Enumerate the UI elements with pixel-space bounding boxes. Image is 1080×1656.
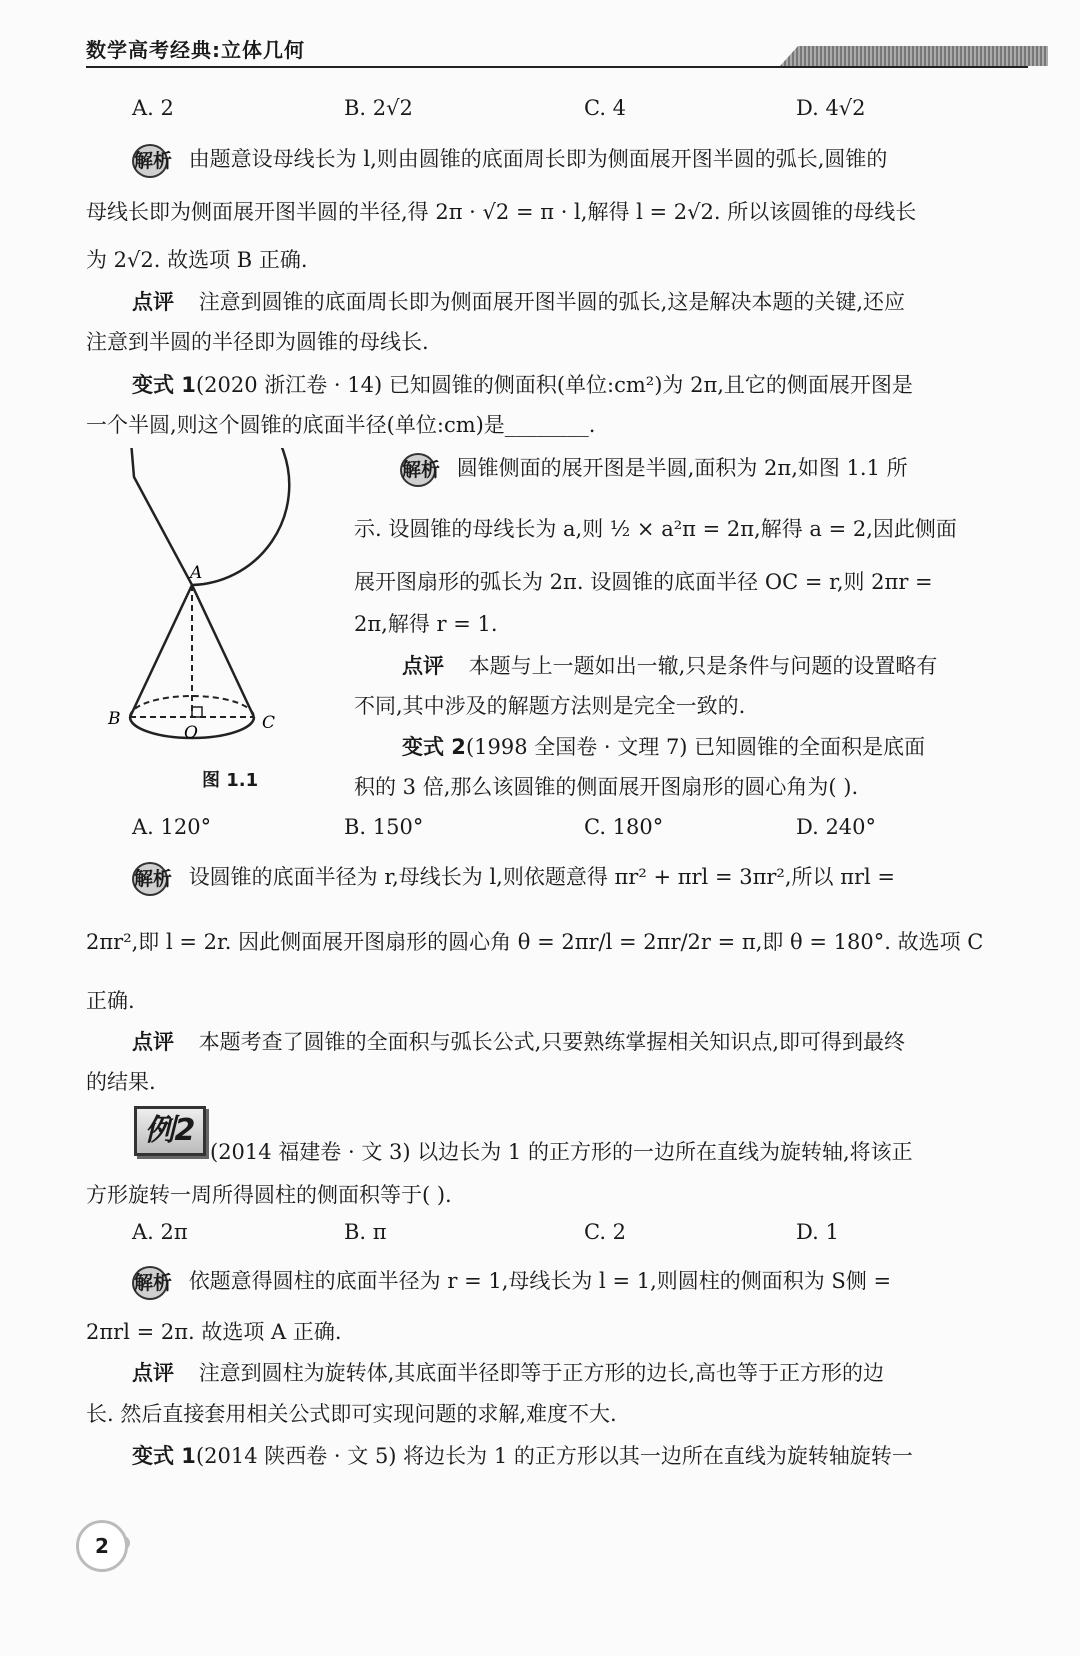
sector-outline	[128, 448, 289, 585]
option-a: A. 2	[132, 96, 174, 120]
right-angle-mark	[192, 707, 202, 717]
variant-text: 积的 3 倍,那么该圆锥的侧面展开图扇形的圆心角为( ).	[354, 775, 859, 799]
variant-label: 变式 2	[402, 735, 466, 759]
example-badge: 例2	[134, 1106, 206, 1156]
analysis-text: 母线长即为侧面展开图半圆的半径,得 2π · √2 = π · l,解得 l = 2√2. 所以该圆锥的母线长	[86, 200, 917, 224]
comment-text: 不同,其中涉及的解题方法则是完全一致的.	[354, 694, 746, 718]
option-a: A. 2π	[132, 1220, 188, 1244]
header-rule	[86, 66, 1028, 68]
header-decoration-band	[780, 46, 1048, 66]
comment-text: 注意到圆柱为旋转体,其底面半径即等于正方形的边长,高也等于正方形的边	[198, 1361, 885, 1385]
analysis-text: 依题意得圆柱的底面半径为 r = 1,母线长为 l = 1,则圆柱的侧面积为 S侧 =	[188, 1269, 892, 1293]
option-c: C. 180°	[584, 815, 664, 839]
option-d: D. 1	[796, 1220, 839, 1244]
comment-text: 的结果.	[86, 1070, 156, 1094]
variant-label: 变式 1	[132, 373, 196, 397]
analysis-text: 圆锥侧面的展开图是半圆,面积为 2π,如图 1.1 所	[456, 456, 908, 480]
analysis-text: 设圆锥的底面半径为 r,母线长为 l,则依题意得 πr² + πrl = 3πr²,所以 πrl =	[188, 865, 896, 889]
label-a: A	[190, 563, 203, 583]
analysis-text: 2π,解得 r = 1.	[354, 612, 498, 636]
analysis-text: 2πr²,即 l = 2r. 因此侧面展开图扇形的圆心角 θ = 2πr/l = 2πr/2r = π,即 θ = 180°. 故选项 C	[86, 930, 984, 954]
option-a: A. 120°	[132, 815, 212, 839]
page-number: 2	[76, 1520, 128, 1572]
label-o: O	[184, 723, 198, 743]
variant-text: (2020 浙江卷 · 14) 已知圆锥的侧面积(单位:cm²)为 2π,且它的侧面展开图是	[195, 373, 913, 397]
variant-text: (2014 陕西卷 · 文 5) 将边长为 1 的正方形以其一边所在直线为旋转轴旋转一	[195, 1444, 913, 1468]
comment-text: 注意到半圆的半径即为圆锥的母线长.	[86, 330, 429, 354]
analysis-text: 为 2√2. 故选项 B 正确.	[86, 248, 308, 272]
comment-text: 长. 然后直接套用相关公式即可实现问题的求解,难度不大.	[86, 1402, 617, 1426]
comment-label: 点评	[132, 1361, 174, 1385]
analysis-badge: 解析	[132, 1266, 168, 1300]
option-b: B. 2√2	[344, 96, 413, 120]
option-d: D. 4√2	[796, 96, 866, 120]
option-d: D. 240°	[796, 815, 877, 839]
cone-edge-ab	[130, 585, 192, 717]
figure-caption: 图 1.1	[202, 770, 259, 791]
example-text: (2014 福建卷 · 文 3) 以边长为 1 的正方形的一边所在直线为旋转轴,将该正	[210, 1140, 913, 1164]
comment-label: 点评	[132, 290, 174, 314]
option-c: C. 2	[584, 1220, 627, 1244]
option-b: B. 150°	[344, 815, 424, 839]
variant-text: (1998 全国卷 · 文理 7) 已知圆锥的全面积是底面	[465, 735, 926, 759]
comment-label: 点评	[132, 1030, 174, 1054]
label-c: C	[262, 713, 276, 733]
analysis-text: 由题意设母线长为 l,则由圆锥的底面周长即为侧面展开图半圆的弧长,圆锥的	[188, 147, 888, 171]
analysis-text: 正确.	[86, 989, 135, 1013]
running-header-title: 数学高考经典:立体几何	[86, 38, 305, 62]
comment-text: 本题考查了圆锥的全面积与弧长公式,只要熟练掌握相关知识点,即可得到最终	[198, 1030, 906, 1054]
analysis-text: 展开图扇形的弧长为 2π. 设圆锥的底面半径 OC = r,则 2πr =	[354, 570, 933, 594]
cone-figure	[96, 448, 346, 748]
comment-label: 点评	[402, 654, 444, 678]
comment-text: 本题与上一题如出一辙,只是条件与问题的设置略有	[468, 654, 938, 678]
analysis-text: 示. 设圆锥的母线长为 a,则 ½ × a²π = 2π,解得 a = 2,因此侧面	[354, 517, 957, 541]
option-c: C. 4	[584, 96, 627, 120]
variant-text: 一个半圆,则这个圆锥的底面半径(单位:cm)是________.	[86, 413, 596, 437]
variant-label: 变式 1	[132, 1444, 196, 1468]
example-text: 方形旋转一周所得圆柱的侧面积等于( ).	[86, 1183, 452, 1207]
analysis-badge: 解析	[132, 862, 168, 896]
analysis-badge: 解析	[132, 144, 168, 178]
option-b: B. π	[344, 1220, 387, 1244]
cone-edge-ac	[192, 585, 254, 717]
analysis-text: 2πrl = 2π. 故选项 A 正确.	[86, 1320, 342, 1344]
analysis-badge: 解析	[400, 453, 436, 487]
label-b: B	[108, 709, 121, 729]
comment-text: 注意到圆锥的底面周长即为侧面展开图半圆的弧长,这是解决本题的关键,还应	[198, 290, 906, 314]
